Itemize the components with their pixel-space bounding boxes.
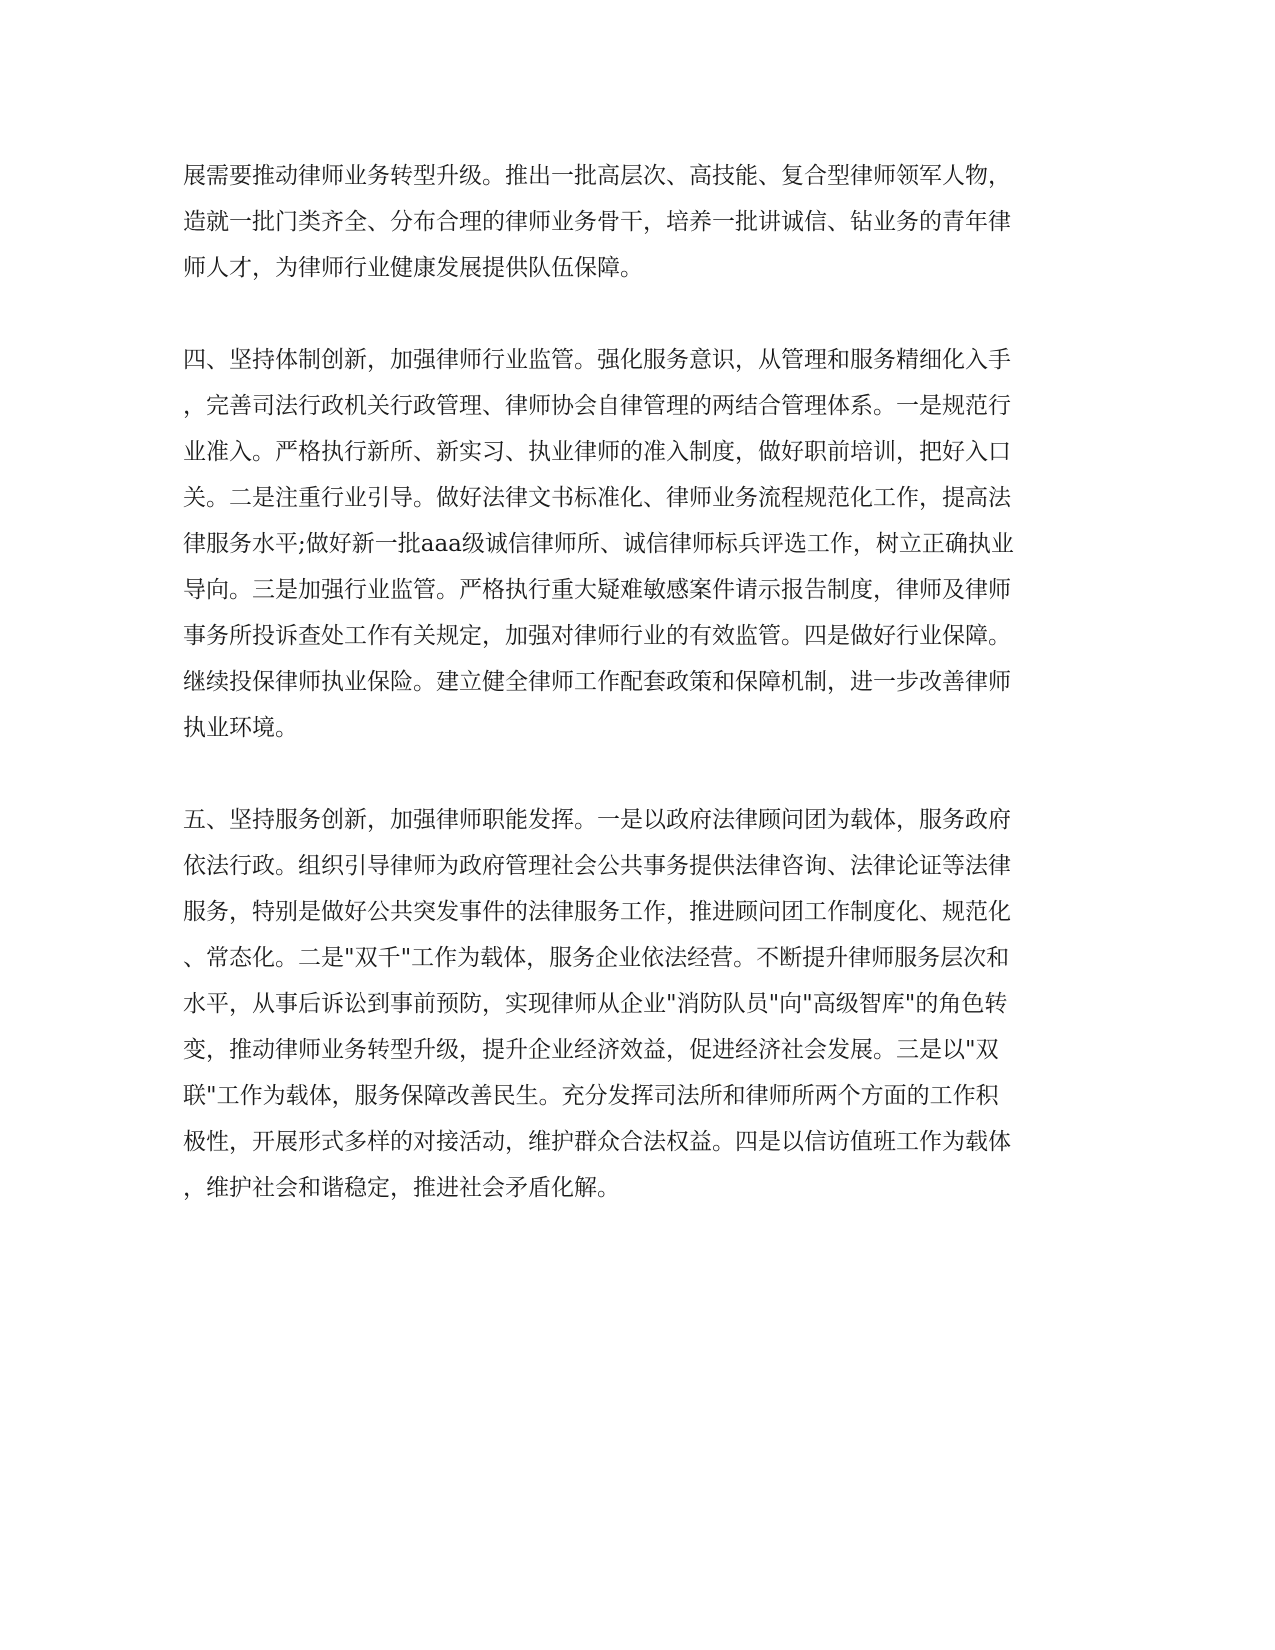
- paragraph-line: 极性，开展形式多样的对接活动，维护群众合法权益。四是以信访值班工作为载体: [183, 1129, 1011, 1155]
- paragraph-line: 变，推动律师业务转型升级，提升企业经济效益，促进经济社会发展。三是以"双: [183, 1037, 999, 1063]
- paragraph-line: 导向。三是加强行业监管。严格执行重大疑难敏感案件请示报告制度，律师及律师: [183, 577, 1011, 603]
- paragraph-line: 五、坚持服务创新，加强律师职能发挥。一是以政府法律顾问团为载体，服务政府: [183, 807, 1011, 833]
- paragraph-line: 继续投保律师执业保险。建立健全律师工作配套政策和保障机制，进一步改善律师: [183, 669, 1011, 695]
- paragraph-line: 展需要推动律师业务转型升级。推出一批高层次、高技能、复合型律师领军人物，: [183, 163, 1011, 189]
- paragraph-line: 师人才，为律师行业健康发展提供队伍保障。: [183, 255, 643, 281]
- paragraph-line: 造就一批门类齐全、分布合理的律师业务骨干，培养一批讲诚信、钻业务的青年律: [183, 209, 1011, 235]
- paragraph-line: 律服务水平;做好新一批aaa级诚信律师所、诚信律师标兵评选工作，树立正确执业: [183, 531, 1014, 557]
- paragraph-line: 、常态化。二是"双千"工作为载体，服务企业依法经营。不断提升律师服务层次和: [183, 945, 1010, 971]
- paragraph-line: 事务所投诉查处工作有关规定，加强对律师行业的有效监管。四是做好行业保障。: [183, 623, 1011, 649]
- paragraph-line: ，维护社会和谐稳定，推进社会矛盾化解。: [183, 1175, 620, 1201]
- paragraph-line: 依法行政。组织引导律师为政府管理社会公共事务提供法律咨询、法律论证等法律: [183, 853, 1011, 879]
- paragraph-line: 四、坚持体制创新，加强律师行业监管。强化服务意识，从管理和服务精细化入手: [183, 347, 1011, 373]
- paragraph-line: 水平，从事后诉讼到事前预防，实现律师从企业"消防队员"向"高级智库"的角色转: [183, 991, 1008, 1017]
- paragraph-line: 执业环境。: [183, 715, 298, 741]
- paragraph-line: 业准入。严格执行新所、新实习、执业律师的准入制度，做好职前培训，把好入口: [183, 439, 1011, 465]
- paragraph-line: 服务，特别是做好公共突发事件的法律服务工作，推进顾问团工作制度化、规范化: [183, 899, 1011, 925]
- paragraph-line: 关。二是注重行业引导。做好法律文书标准化、律师业务流程规范化工作，提高法: [183, 485, 1011, 511]
- paragraph-line: ，完善司法行政机关行政管理、律师协会自律管理的两结合管理体系。一是规范行: [183, 393, 1011, 419]
- paragraph-line: 联"工作为载体，服务保障改善民生。充分发挥司法所和律师所两个方面的工作积: [183, 1083, 999, 1109]
